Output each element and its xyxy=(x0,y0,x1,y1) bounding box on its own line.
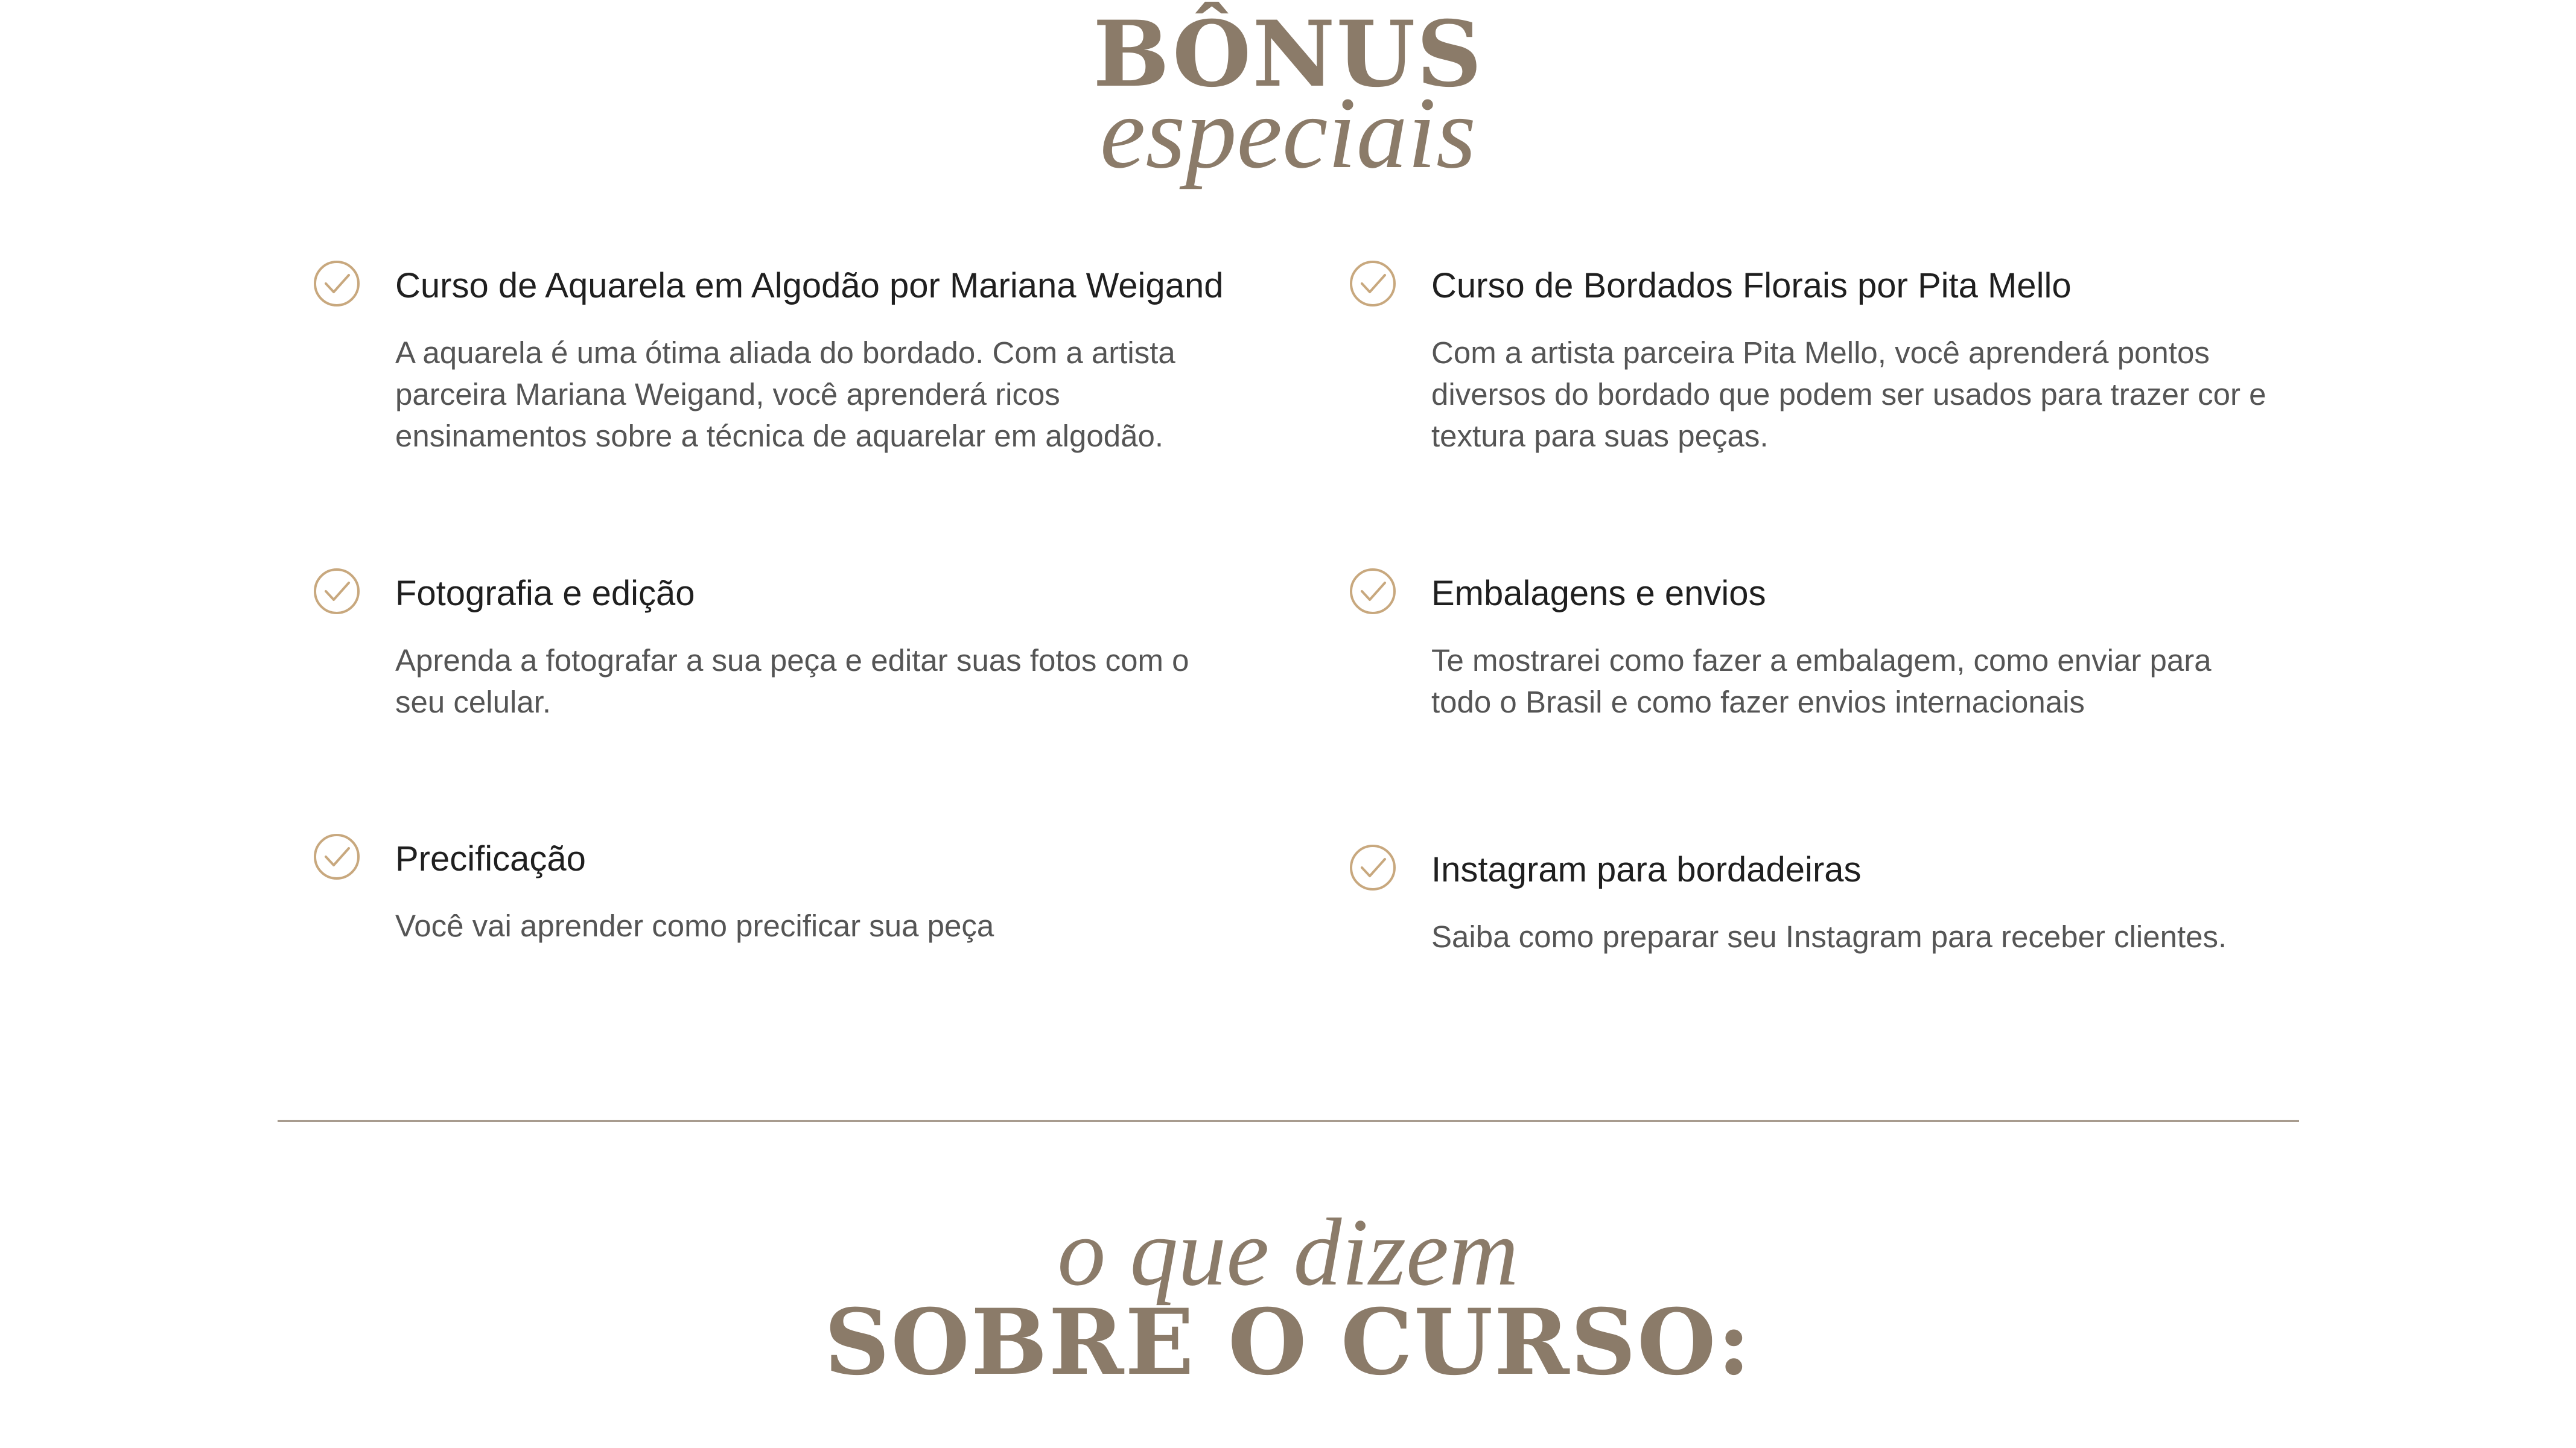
check-circle-icon xyxy=(1349,843,1397,892)
bonus-item-title: Embalagens e envios xyxy=(1431,574,1766,613)
bonus-item-description: Aprenda a fotografar a sua peça e editar suas fotos com o seu celular. xyxy=(395,643,1189,719)
bonus-item-description: A aquarela é uma ótima aliada do bordado. Com a artista parceira Mariana Weigand, você aprenderá ricos ensinamentos sobre a técnica de aquarelar em algodão. xyxy=(395,335,1175,453)
bonus-item-description: Com a artista parceira Pita Mello, você aprenderá pontos diversos do bordado que podem ser usados para trazer cor e textura para suas peças. xyxy=(1431,335,2266,453)
bonus-subtitle: especiais xyxy=(1099,76,1477,189)
testimonials-title: SOBRE O CURSO: xyxy=(824,1289,1752,1396)
bonus-item-description: Saiba como preparar seu Instagram para receber clientes. xyxy=(1431,919,2227,954)
bonus-item-title: Instagram para bordadeiras xyxy=(1431,850,1862,889)
bonus-title: BÔNUS xyxy=(1093,1,1483,107)
bonus-item-title: Precificação xyxy=(395,839,586,878)
section-divider xyxy=(278,1120,2299,1122)
bonus-item-title: Fotografia e edição xyxy=(395,574,695,613)
bonus-item-description: Você vai aprender como precificar sua peça xyxy=(395,909,994,943)
bonus-item-description: Te mostrarei como fazer a embalagem, como enviar para todo o Brasil e como fazer envios internacionais xyxy=(1431,643,2212,719)
check-circle-icon xyxy=(313,833,361,881)
bonus-item-title: Curso de Bordados Florais por Pita Mello xyxy=(1431,266,2072,305)
check-circle-icon xyxy=(313,567,361,615)
testimonials-script-heading: o que dizem xyxy=(1057,1198,1519,1306)
check-circle-icon xyxy=(1349,259,1397,308)
check-circle-icon xyxy=(313,259,361,308)
check-circle-icon xyxy=(1349,567,1397,615)
bonus-item-title: Curso de Aquarela em Algodão por Mariana Weigand xyxy=(395,266,1224,305)
